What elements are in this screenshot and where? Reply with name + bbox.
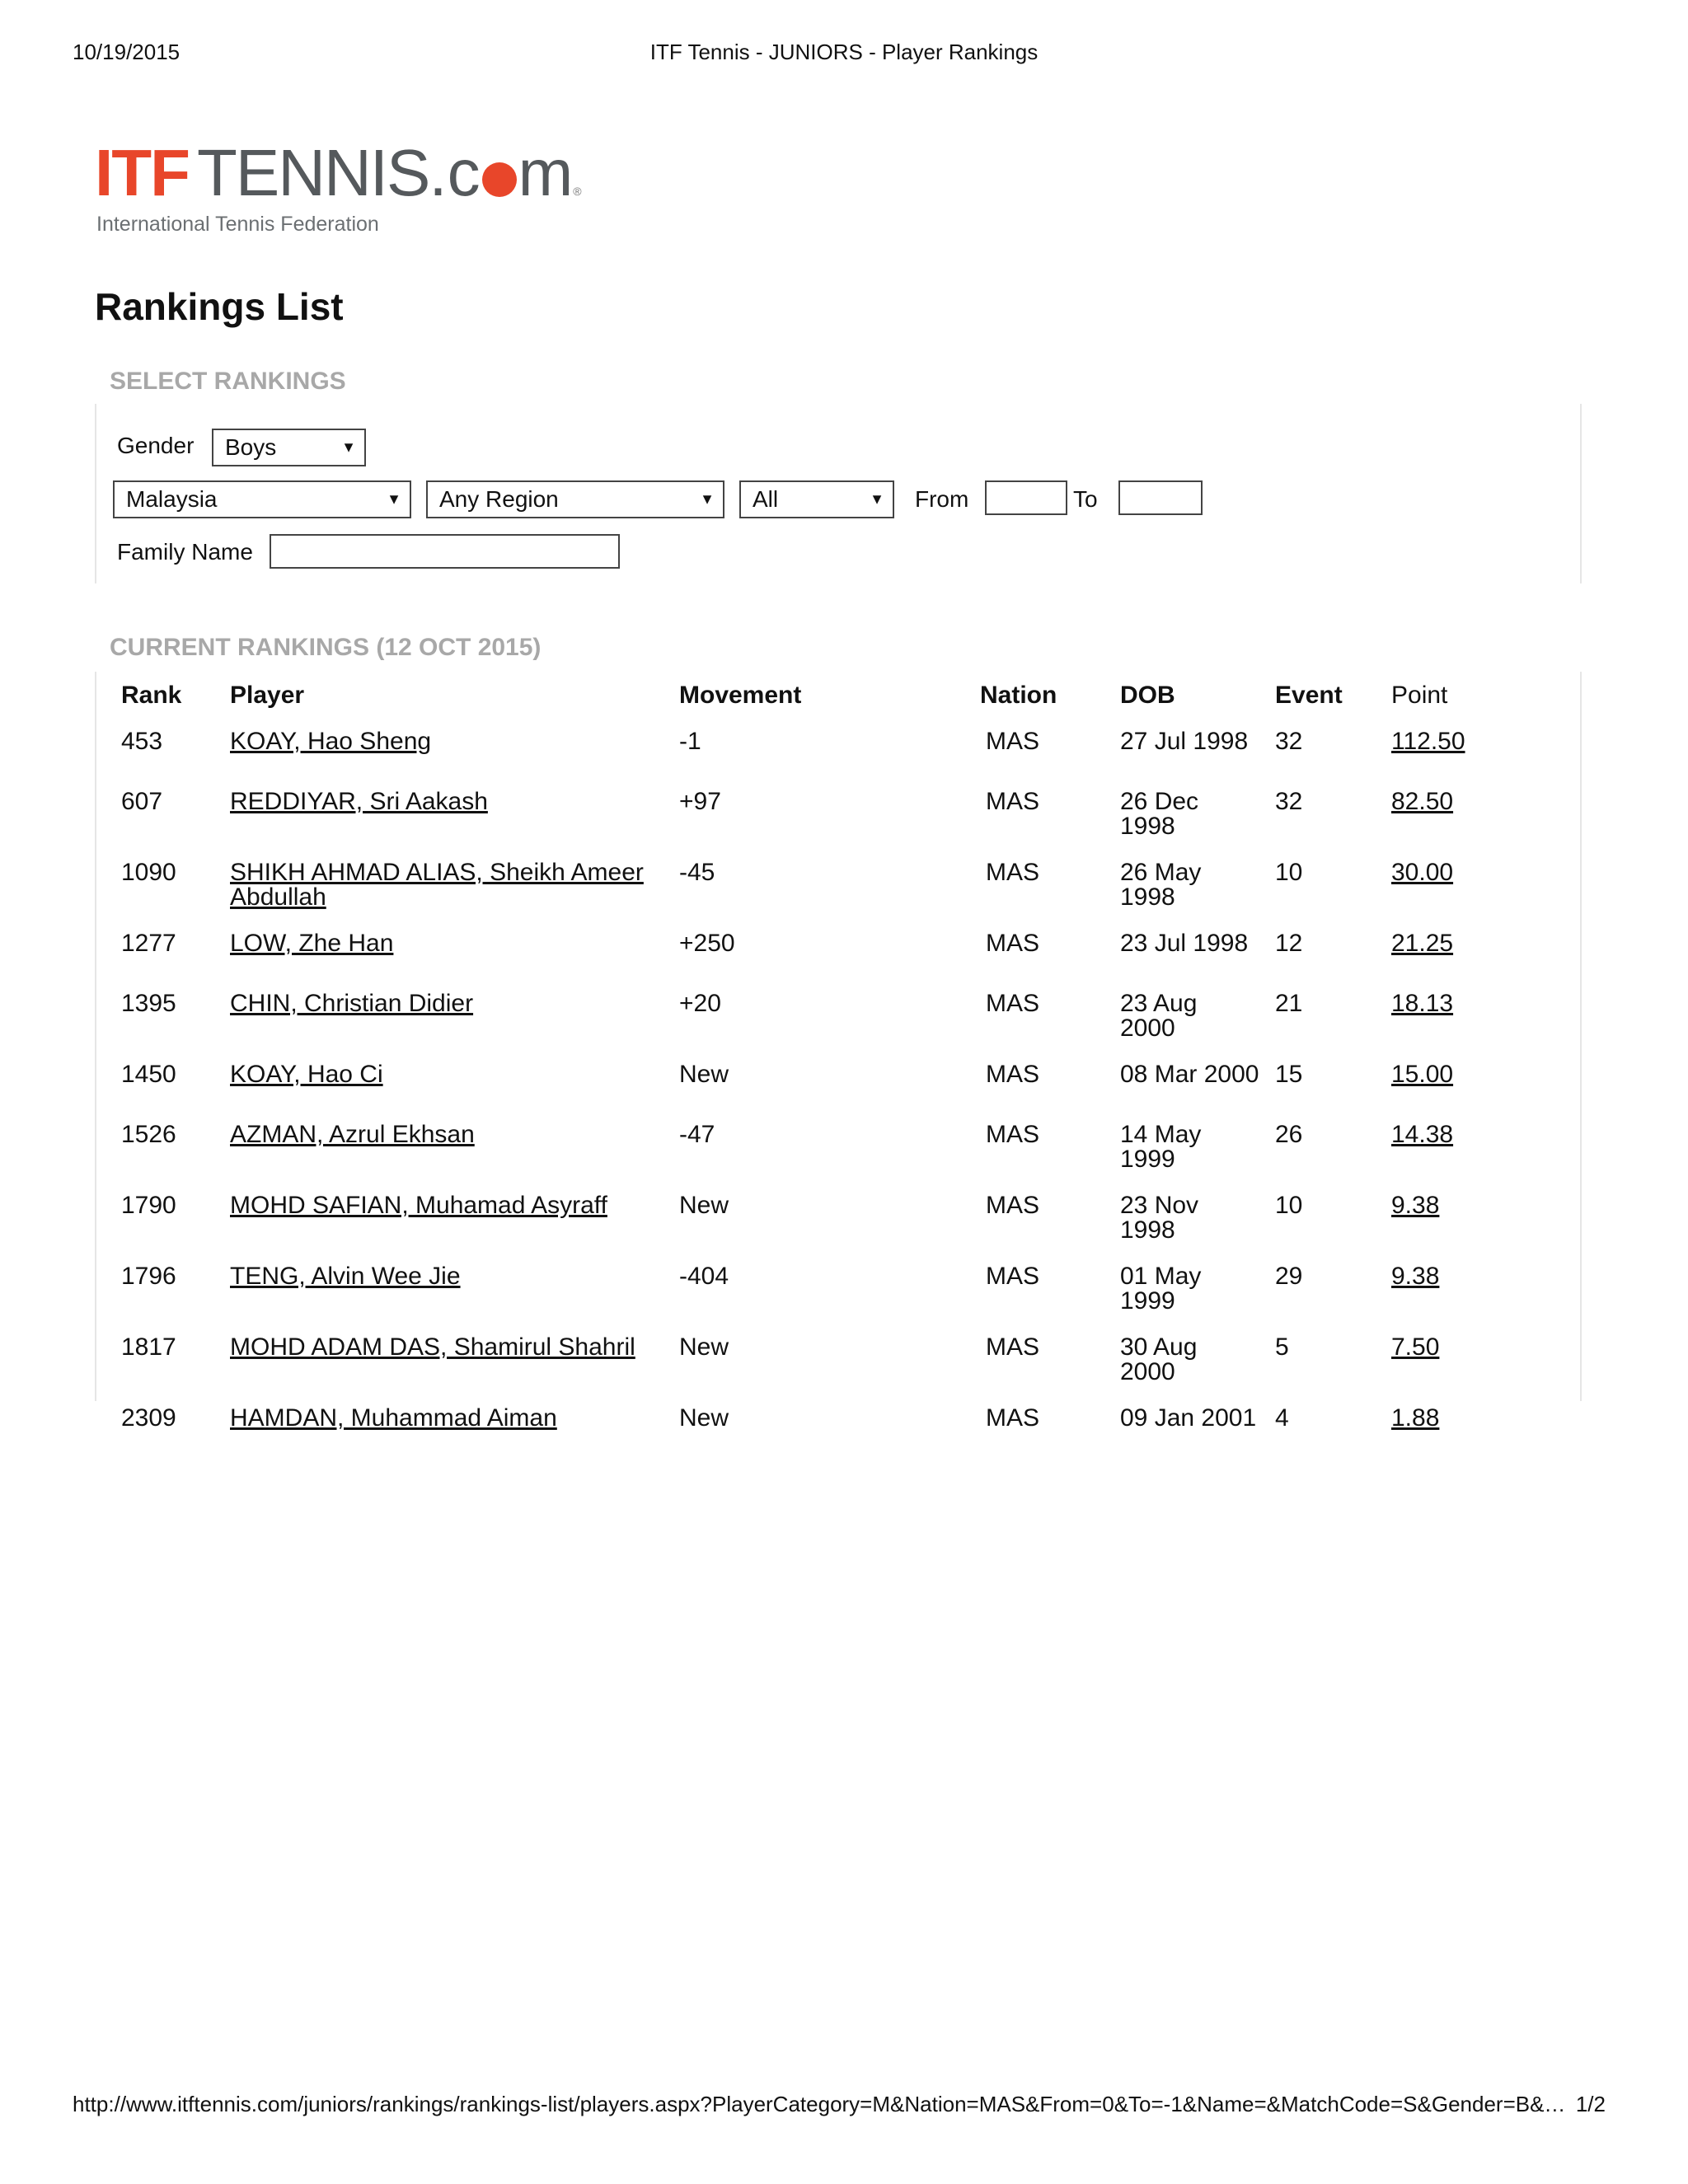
dob-cell: 27 Jul 1998 [1120, 728, 1249, 755]
logo-m-text: m [518, 136, 574, 209]
rank-cell: 607 [121, 788, 163, 815]
select-rankings-heading: SELECT RANKINGS [110, 368, 346, 395]
movement-cell: -1 [679, 728, 701, 755]
dob-cell: 09 Jan 2001 [1120, 1404, 1257, 1432]
player-link[interactable]: CHIN, Christian Didier [230, 990, 474, 1017]
point-link[interactable]: 21.25 [1391, 930, 1454, 957]
rank-cell: 1090 [121, 859, 176, 886]
tennis-ball-icon [482, 162, 517, 197]
player-link[interactable]: KOAY, Hao Ci [230, 1061, 383, 1088]
player-link[interactable]: AZMAN, Azrul Ekhsan [230, 1121, 475, 1148]
column-header-nation[interactable]: Nation [980, 681, 1057, 709]
dob-cell: 23 Nov 1998 [1120, 1192, 1199, 1244]
dob-cell: 08 Mar 2000 [1120, 1061, 1259, 1088]
nation-cell: MAS [986, 728, 1040, 755]
point-link[interactable]: 18.13 [1391, 990, 1454, 1017]
logo-itf-text: ITF [95, 136, 189, 209]
event-cell: 15 [1275, 1061, 1303, 1088]
footer-page-number: 1/2 [1575, 2092, 1606, 2116]
chevron-down-icon: ▼ [387, 490, 401, 508]
nation-cell: MAS [986, 1404, 1040, 1432]
to-label: To [1073, 486, 1098, 512]
to-input[interactable] [1118, 480, 1203, 515]
table-row [121, 981, 1540, 1052]
column-header-movement[interactable]: Movement [679, 681, 802, 709]
current-rankings-panel [95, 672, 1582, 1432]
print-date: 10/19/2015 [73, 40, 181, 64]
registered-mark-icon: ® [573, 185, 582, 198]
table-row [121, 1052, 1540, 1112]
family-name-label: Family Name [117, 539, 253, 565]
point-link[interactable]: 1.88 [1391, 1404, 1440, 1432]
event-cell: 10 [1275, 859, 1303, 886]
rank-cell: 1395 [121, 990, 176, 1017]
movement-cell: -47 [679, 1121, 715, 1148]
event-cell: 10 [1275, 1192, 1303, 1219]
chevron-down-icon: ▼ [341, 438, 356, 456]
player-link[interactable]: KOAY, Hao Sheng [230, 728, 432, 755]
table-row [121, 1254, 1540, 1324]
nation-cell: MAS [986, 930, 1040, 957]
dob-cell: 23 Aug 2000 [1120, 990, 1198, 1042]
dob-cell: 23 Jul 1998 [1120, 930, 1249, 957]
itf-tennis-logo[interactable] [95, 136, 582, 237]
event-cell: 5 [1275, 1333, 1289, 1361]
nation-cell: MAS [986, 1121, 1040, 1148]
chevron-down-icon: ▼ [870, 490, 884, 508]
point-link[interactable]: 15.00 [1391, 1061, 1454, 1088]
from-input[interactable] [985, 480, 1067, 515]
table-header-row [121, 672, 1540, 719]
category-select[interactable] [739, 480, 894, 518]
event-cell: 21 [1275, 990, 1303, 1017]
region-select[interactable] [426, 480, 724, 518]
point-link[interactable]: 112.50 [1391, 728, 1465, 755]
nation-cell: MAS [986, 1333, 1040, 1361]
nation-cell: MAS [986, 1192, 1040, 1219]
nation-cell: MAS [986, 990, 1040, 1017]
family-name-input[interactable] [270, 534, 620, 569]
player-link[interactable]: TENG, Alvin Wee Jie [230, 1263, 461, 1290]
event-cell: 29 [1275, 1263, 1303, 1290]
rank-cell: 453 [121, 728, 163, 755]
player-link[interactable]: SHIKH AHMAD ALIAS, Sheikh Ameer Abdullah [230, 859, 644, 911]
nation-cell: MAS [986, 1263, 1040, 1290]
current-rankings-heading: CURRENT RANKINGS (12 OCT 2015) [110, 634, 542, 661]
table-row [121, 1395, 1540, 1455]
table-row [121, 1112, 1540, 1183]
column-header-dob[interactable]: DOB [1120, 681, 1175, 709]
player-link[interactable]: HAMDAN, Muhammad Aiman [230, 1404, 557, 1432]
player-link[interactable]: MOHD SAFIAN, Muhamad Asyraff [230, 1192, 607, 1219]
event-cell: 12 [1275, 930, 1303, 957]
gender-select[interactable] [212, 429, 366, 466]
dob-cell: 01 May 1999 [1120, 1263, 1202, 1315]
nation-cell: MAS [986, 788, 1040, 815]
column-header-rank[interactable]: Rank [121, 681, 182, 709]
player-link[interactable]: LOW, Zhe Han [230, 930, 394, 957]
table-row [121, 921, 1540, 981]
player-link[interactable]: MOHD ADAM DAS, Shamirul Shahril [230, 1333, 635, 1361]
rank-cell: 1790 [121, 1192, 176, 1219]
event-cell: 26 [1275, 1121, 1303, 1148]
gender-label: Gender [117, 433, 195, 458]
footer-url: http://www.itftennis.com/juniors/rankings/rankings-list/players.aspx?PlayerCategory=M&Nation=MAS&From=0&To=-1&Name=&MatchCode=S&Gender=B&… [73, 2092, 1566, 2116]
rank-cell: 2309 [121, 1404, 176, 1432]
dob-cell: 30 Aug 2000 [1120, 1333, 1198, 1385]
dob-cell: 26 Dec 1998 [1120, 788, 1199, 840]
column-header-point[interactable]: Point [1391, 681, 1448, 709]
table-row [121, 719, 1540, 779]
dob-cell: 14 May 1999 [1120, 1121, 1202, 1173]
movement-cell: +20 [679, 990, 721, 1017]
table-row [121, 850, 1540, 921]
event-cell: 4 [1275, 1404, 1289, 1432]
rank-cell: 1796 [121, 1263, 176, 1290]
print-title: ITF Tennis - JUNIORS - Player Rankings [649, 40, 1039, 64]
point-link[interactable]: 7.50 [1391, 1333, 1440, 1361]
region-select-value: Any Region [439, 486, 559, 512]
point-link[interactable]: 30.00 [1391, 859, 1454, 886]
column-header-player[interactable]: Player [230, 681, 305, 709]
movement-cell: +97 [679, 788, 721, 815]
dob-cell: 26 May 1998 [1120, 859, 1202, 911]
gender-select-value: Boys [225, 434, 277, 460]
player-link[interactable]: REDDIYAR, Sri Aakash [230, 788, 488, 815]
select-rankings-panel [95, 404, 1582, 583]
event-cell: 32 [1275, 728, 1303, 755]
rank-cell: 1526 [121, 1121, 176, 1148]
logo-tennis-text: TENNIS [196, 136, 429, 209]
nation-cell: MAS [986, 1061, 1040, 1088]
nation-select-value: Malaysia [126, 486, 218, 512]
rank-cell: 1277 [121, 930, 176, 957]
event-cell: 32 [1275, 788, 1303, 815]
logo-subtitle: International Tennis Federation [96, 213, 379, 236]
movement-cell: +250 [679, 930, 735, 957]
table-row [121, 1183, 1540, 1254]
point-link[interactable]: 82.50 [1391, 788, 1454, 815]
movement-cell: -45 [679, 859, 715, 886]
point-link[interactable]: 14.38 [1391, 1121, 1454, 1148]
page-title: Rankings List [95, 285, 344, 328]
column-header-event[interactable]: Event [1275, 681, 1343, 709]
rank-cell: 1817 [121, 1333, 176, 1361]
movement-cell: New [679, 1061, 729, 1088]
nation-cell: MAS [986, 859, 1040, 886]
point-link[interactable]: 9.38 [1391, 1263, 1440, 1290]
chevron-down-icon: ▼ [700, 490, 715, 508]
movement-cell: New [679, 1192, 729, 1219]
logo-c-text: c [447, 136, 481, 209]
movement-cell: New [679, 1404, 729, 1432]
rank-cell: 1450 [121, 1061, 176, 1088]
point-link[interactable]: 9.38 [1391, 1192, 1440, 1219]
logo-dot-text: . [429, 136, 448, 209]
nation-select[interactable] [113, 480, 411, 518]
category-select-value: All [753, 486, 779, 512]
rankings-table [121, 672, 1540, 1455]
from-label: From [915, 486, 969, 512]
movement-cell: -404 [679, 1263, 729, 1290]
movement-cell: New [679, 1333, 729, 1361]
table-row [121, 1324, 1540, 1395]
table-row [121, 779, 1540, 850]
